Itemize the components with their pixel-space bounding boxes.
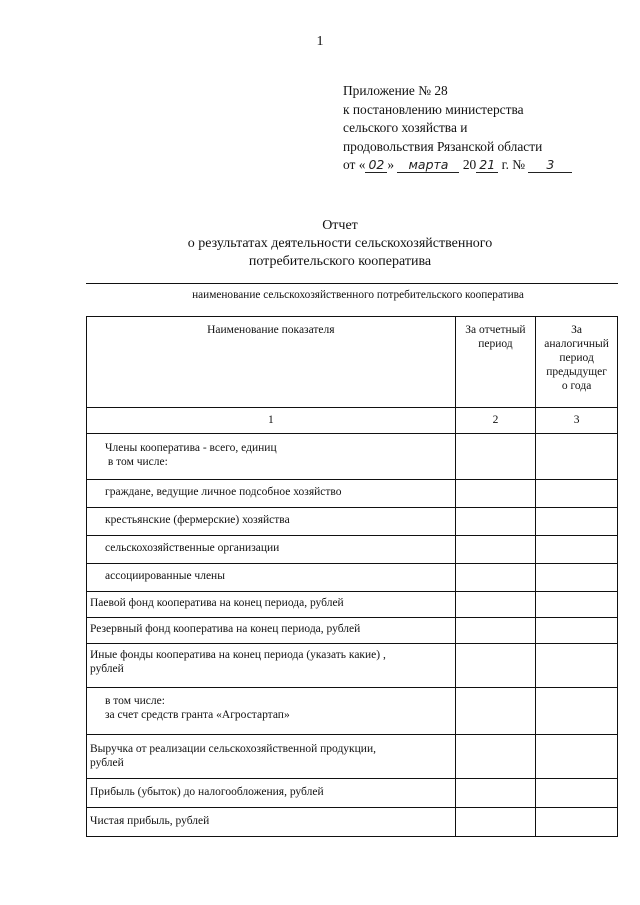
table-row	[87, 592, 618, 618]
header-indicator: Наименование показателя	[87, 317, 456, 408]
report-table	[86, 316, 618, 837]
table-row	[87, 808, 618, 837]
row-label-line: Члены кооператива - всего, единиц	[105, 442, 277, 454]
report-subtitle: потребительского кооператива	[248, 254, 432, 269]
value-cell-current[interactable]	[455, 735, 536, 779]
appendix-header	[343, 82, 572, 175]
document-number: 3	[528, 158, 572, 173]
row-label-line: в том числе:	[105, 695, 165, 707]
org-name-line	[86, 283, 618, 284]
value-cell-previous[interactable]	[536, 618, 618, 644]
column-number: 2	[455, 408, 536, 434]
date-prefix: от «	[343, 157, 366, 172]
row-label-line: рублей	[90, 757, 124, 769]
table-row	[87, 779, 618, 808]
row-label-line: Выручка от реализации сельскохозяйственной продукции,	[90, 743, 376, 755]
row-label-line: рублей	[90, 663, 124, 675]
column-number-row	[87, 408, 618, 434]
value-cell-current[interactable]	[455, 808, 536, 837]
date-month: марта	[397, 158, 459, 173]
table-row	[87, 618, 618, 644]
value-cell-previous[interactable]	[536, 808, 618, 837]
report-subtitle: о результатах деятельности сельскохозяйственного	[187, 236, 493, 251]
value-cell-current[interactable]	[455, 480, 536, 508]
value-cell-previous[interactable]	[536, 536, 618, 564]
year-prefix: 20	[462, 157, 477, 172]
row-label: крестьянские (фермерские) хозяйства	[87, 508, 456, 536]
appendix-title: Приложение № 28	[343, 83, 448, 98]
header-line: аналогичный	[544, 338, 609, 350]
value-cell-current[interactable]	[455, 779, 536, 808]
row-label: Чистая прибыль, рублей	[87, 808, 456, 837]
number-label: г. №	[501, 157, 526, 172]
table-row	[87, 735, 618, 779]
value-cell-previous[interactable]	[536, 779, 618, 808]
table-row	[87, 508, 618, 536]
header-line: о года	[561, 380, 592, 392]
year-suffix: 21	[476, 158, 498, 173]
appendix-line: к постановлению министерства	[343, 101, 524, 117]
row-label-line: Иные фонды кооператива на конец периода (указать какие) ,	[90, 649, 386, 661]
row-label-line: в том числе:	[105, 456, 168, 468]
value-cell-previous[interactable]	[536, 434, 618, 480]
row-label: Прибыль (убыток) до налогообложения, рублей	[87, 779, 456, 808]
row-label: Паевой фонд кооператива на конец периода, рублей	[87, 592, 456, 618]
row-label	[87, 434, 456, 480]
value-cell-previous[interactable]	[536, 564, 618, 592]
header-previous-period	[536, 317, 618, 408]
value-cell-previous[interactable]	[536, 735, 618, 779]
value-cell-current[interactable]	[455, 564, 536, 592]
column-number: 1	[87, 408, 456, 434]
value-cell-previous[interactable]	[536, 644, 618, 688]
header-line: период	[478, 338, 513, 350]
value-cell-previous[interactable]	[536, 688, 618, 735]
report-title: Отчет	[322, 218, 358, 233]
header-line: За	[571, 324, 583, 336]
appendix-line: сельского хозяйства и	[343, 120, 468, 135]
appendix-date-line	[343, 156, 572, 175]
table-row	[87, 480, 618, 508]
org-name-caption: наименование сельскохозяйственного потребительского кооператива	[192, 289, 524, 301]
column-number: 3	[536, 408, 618, 434]
table-row	[87, 564, 618, 592]
header-line: период	[559, 352, 594, 364]
table-header-row	[87, 317, 618, 408]
table-row	[87, 536, 618, 564]
value-cell-current[interactable]	[455, 618, 536, 644]
row-label: ассоциированные члены	[87, 564, 456, 592]
table-row	[87, 644, 618, 688]
header-line: За отчетный	[465, 324, 526, 336]
value-cell-previous[interactable]	[536, 592, 618, 618]
row-label: граждане, ведущие личное подсобное хозяйство	[87, 480, 456, 508]
value-cell-previous[interactable]	[536, 508, 618, 536]
row-label: Резервный фонд кооператива на конец периода, рублей	[87, 618, 456, 644]
value-cell-current[interactable]	[455, 536, 536, 564]
row-label	[87, 644, 456, 688]
appendix-line: продовольствия Рязанской области	[343, 138, 543, 154]
date-day: 02	[365, 158, 387, 173]
value-cell-current[interactable]	[455, 644, 536, 688]
row-label	[87, 688, 456, 735]
row-label-line: за счет средств гранта «Агростартап»	[105, 709, 290, 721]
date-mid: »	[387, 157, 395, 172]
value-cell-previous[interactable]	[536, 480, 618, 508]
row-label: сельскохозяйственные организации	[87, 536, 456, 564]
table-row	[87, 434, 618, 480]
value-cell-current[interactable]	[455, 688, 536, 735]
page-number: 1	[316, 34, 324, 49]
table-row	[87, 688, 618, 735]
value-cell-current[interactable]	[455, 592, 536, 618]
value-cell-current[interactable]	[455, 434, 536, 480]
value-cell-current[interactable]	[455, 508, 536, 536]
header-current-period	[455, 317, 536, 408]
header-line: предыдущег	[546, 366, 607, 378]
row-label	[87, 735, 456, 779]
